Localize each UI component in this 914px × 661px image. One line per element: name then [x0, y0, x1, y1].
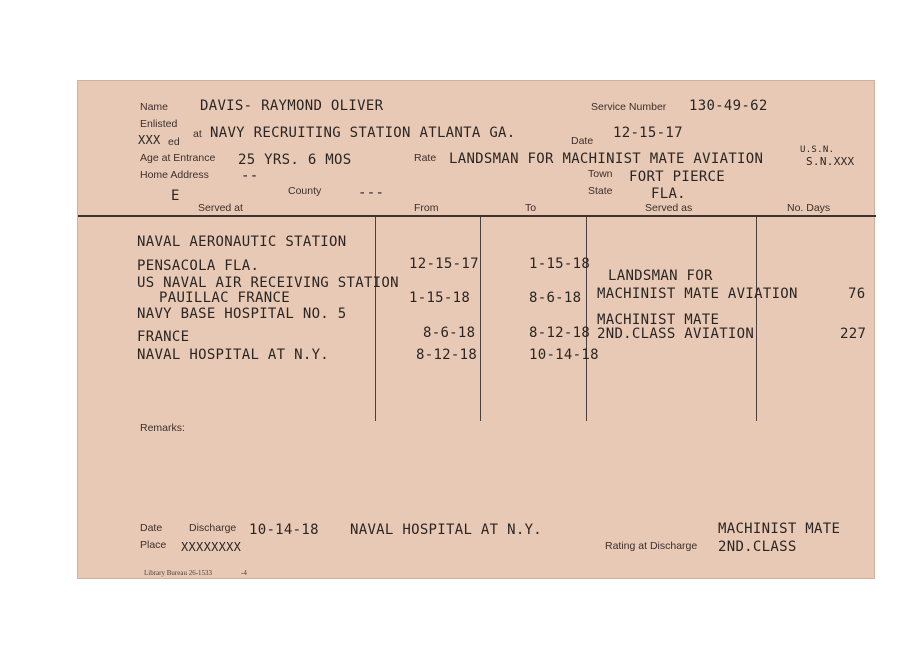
served-as-line: MACHINIST MATE AVIATION [597, 286, 798, 302]
served-at-line: NAVY BASE HOSPITAL NO. 5 [137, 306, 347, 322]
served-at-header: Served at [198, 202, 243, 214]
rate-value: LANDSMAN FOR MACHINIST MATE AVIATION [449, 151, 764, 167]
print-footer-mark: -4 [241, 569, 247, 577]
to-date: 1-15-18 [529, 256, 591, 272]
served-as-line: LANDSMAN FOR [608, 268, 713, 284]
column-divider-days [756, 217, 757, 421]
served-as-header: Served as [645, 202, 693, 214]
usn-bottom: S.N.XXX [806, 155, 855, 168]
home-address-label: Home Address [140, 169, 209, 181]
from-date: 8-6-18 [423, 325, 476, 341]
served-at-line: PENSACOLA FLA. [137, 258, 260, 274]
age-label: Age at Entrance [140, 152, 216, 164]
to-date: 8-6-18 [529, 290, 582, 306]
from-header: From [414, 202, 439, 214]
column-divider-served-as [586, 217, 587, 421]
county-label: County [288, 185, 322, 197]
enlisted-date-value: 12-15-17 [613, 125, 683, 141]
enlisted-strikeout: XXX [138, 133, 161, 147]
town-value: FORT PIERCE [629, 169, 726, 185]
name-label: Name [140, 101, 169, 113]
served-at-line: NAVAL HOSPITAL AT N.Y. [137, 347, 330, 363]
to-header: To [525, 202, 537, 214]
enlisted-at-label: at [193, 128, 202, 140]
from-date: 8-12-18 [416, 347, 478, 363]
enlisted-label: Enlisted [140, 118, 178, 130]
discharge-label: Discharge [189, 522, 237, 534]
served-as-line: MACHINIST MATE [597, 312, 720, 328]
service-number-label: Service Number [591, 101, 667, 113]
discharge-date-value: 10-14-18 [249, 522, 319, 538]
service-number-value: 130-49-62 [689, 98, 768, 114]
age-value: 25 YRS. 6 MOS [238, 152, 352, 168]
name-value: DAVIS- RAYMOND OLIVER [200, 98, 384, 114]
column-divider-from [375, 217, 376, 421]
rating-at-discharge-label: Rating at Discharge [605, 540, 698, 552]
served-at-line: FRANCE [137, 329, 190, 345]
state-label: State [588, 185, 613, 197]
from-date: 12-15-17 [409, 256, 479, 272]
town-label: Town [588, 168, 613, 180]
served-as-line: 2ND.CLASS AVIATION [597, 326, 755, 342]
place-strikeout: XXXXXXXX [181, 540, 242, 554]
served-at-line: PAUILLAC FRANCE [159, 290, 290, 306]
enlisted-at-value: NAVY RECRUITING STATION ATLANTA GA. [210, 125, 516, 141]
rating-line-1: MACHINIST MATE [718, 521, 841, 537]
to-date: 8-12-18 [529, 325, 591, 341]
no-days-header: No. Days [787, 202, 831, 214]
discharge-place-value: NAVAL HOSPITAL AT N.Y. [350, 522, 543, 538]
rate-label: Rate [414, 152, 437, 164]
served-at-line: US NAVAL AIR RECEIVING STATION [137, 275, 399, 291]
rating-line-2: 2ND.CLASS [718, 539, 797, 555]
service-record-card [77, 80, 875, 579]
enlisted-date-label: Date [571, 135, 594, 147]
days-value: 76 [848, 286, 866, 302]
home-initial: E [171, 188, 180, 204]
state-value: FLA. [651, 186, 686, 202]
usn-top: U.S.N. [800, 145, 835, 155]
home-address-value: -- [241, 168, 259, 184]
county-value: --- [358, 185, 385, 201]
served-at-line: NAVAL AERONAUTIC STATION [137, 234, 347, 250]
days-value: 227 [840, 326, 867, 342]
to-date: 10-14-18 [529, 347, 599, 363]
enlisted-ed-suffix: ed [168, 136, 180, 148]
discharge-date-label: Date [140, 522, 163, 534]
print-footer: Library Bureau 26-1533 [144, 569, 213, 577]
remarks-label: Remarks: [140, 422, 185, 434]
from-date: 1-15-18 [409, 290, 471, 306]
place-label: Place [140, 539, 167, 551]
column-divider-to [480, 217, 481, 421]
